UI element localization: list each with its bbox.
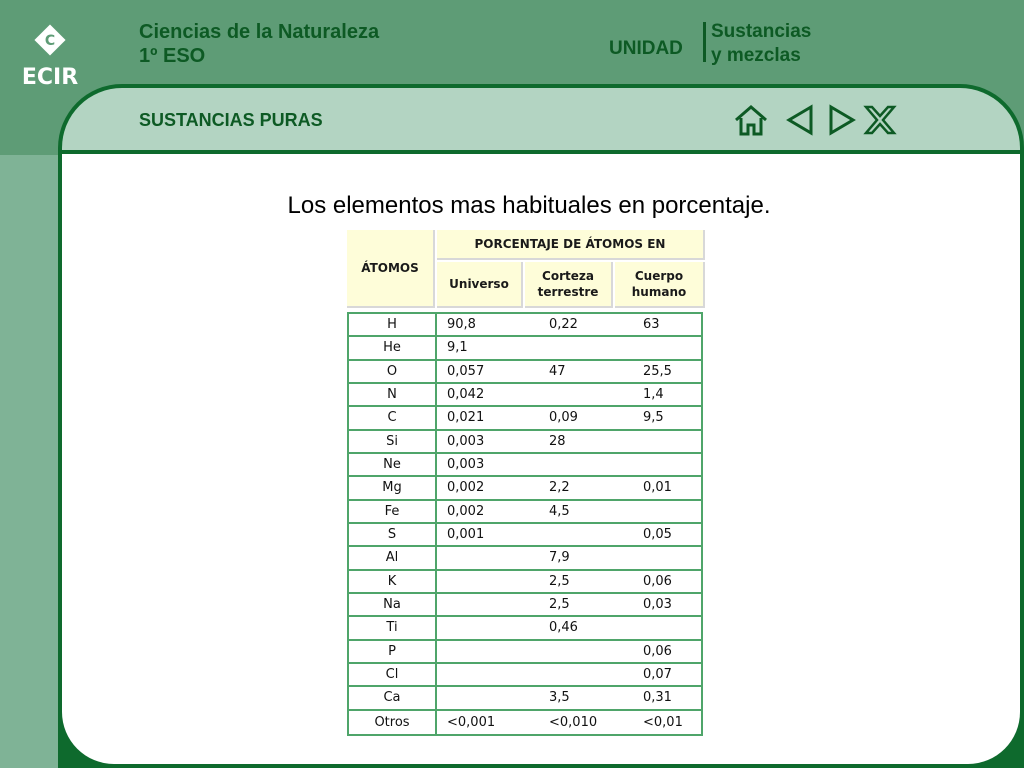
corteza-cell: 0,09 xyxy=(549,410,578,426)
corteza-cell: 47 xyxy=(549,363,566,379)
universo-cell: 9,1 xyxy=(447,340,468,356)
elements-table xyxy=(347,312,703,736)
corteza-cell: 28 xyxy=(549,433,566,449)
humano-cell: 0,03 xyxy=(643,597,672,613)
universo-cell: 0,057 xyxy=(447,363,485,379)
element-cell: Fe xyxy=(384,503,400,519)
table-row xyxy=(349,384,701,407)
universo-cell: 0,021 xyxy=(447,410,485,426)
corteza-cell xyxy=(549,337,629,358)
table-row xyxy=(349,711,701,734)
x-close-icon xyxy=(862,104,898,136)
corteza-cell: 7,9 xyxy=(549,550,570,566)
universo-cell: 0,001 xyxy=(447,527,485,543)
humano-cell: 0,06 xyxy=(643,573,672,589)
universo-cell: <0,001 xyxy=(447,714,496,730)
home-button[interactable] xyxy=(733,102,769,138)
table-row xyxy=(349,641,701,664)
universo-cell: 0,003 xyxy=(447,457,485,473)
element-cell: N xyxy=(387,387,397,403)
element-cell: K xyxy=(387,573,397,589)
course-line-1: Ciencias de la Naturaleza xyxy=(139,21,380,43)
corteza-cell: 2,5 xyxy=(549,573,570,589)
corteza-cell: 2,5 xyxy=(549,597,570,613)
corteza-cell: 0,22 xyxy=(549,317,578,333)
prev-button[interactable] xyxy=(782,102,818,138)
unit-name xyxy=(711,20,811,68)
element-cell: Ca xyxy=(383,690,401,706)
table-row xyxy=(349,617,701,640)
ecir-logo xyxy=(10,22,90,92)
humano-cell: 1,4 xyxy=(643,387,664,403)
table-row xyxy=(349,407,701,430)
corteza-cell xyxy=(549,664,629,685)
universo-cell xyxy=(447,641,537,662)
close-button[interactable] xyxy=(862,102,898,138)
universo-cell xyxy=(447,617,537,638)
svg-text:C: C xyxy=(44,33,56,49)
humano-cell xyxy=(643,454,699,475)
universo-cell xyxy=(447,687,537,708)
corteza-cell xyxy=(549,641,629,662)
table-row xyxy=(349,431,701,454)
humano-cell: 63 xyxy=(643,317,660,333)
unidad-label: UNIDAD xyxy=(609,38,683,59)
table-row xyxy=(349,337,701,360)
group-header: PORCENTAJE DE ÁTOMOS EN xyxy=(437,230,705,260)
humano-cell xyxy=(643,431,699,452)
table-row xyxy=(349,687,701,710)
universo-cell xyxy=(447,594,537,615)
universo-cell: 0,003 xyxy=(447,433,485,449)
unidad-separator xyxy=(703,22,706,62)
atoms-header: ÁTOMOS xyxy=(347,230,435,308)
col-humano-line-2: humano xyxy=(631,285,687,299)
corteza-cell: <0,010 xyxy=(549,714,598,730)
element-cell: Mg xyxy=(382,480,402,496)
home-icon xyxy=(733,103,769,137)
unit-line-2: y mezclas xyxy=(711,45,801,66)
element-cell: Otros xyxy=(374,714,410,730)
humano-cell xyxy=(643,547,699,568)
corteza-cell: 4,5 xyxy=(549,503,570,519)
table-row xyxy=(349,314,701,337)
element-cell: C xyxy=(387,410,397,426)
humano-cell xyxy=(643,337,699,358)
universo-cell xyxy=(447,547,537,568)
course-title xyxy=(139,20,379,68)
table-row xyxy=(349,571,701,594)
corteza-cell: 2,2 xyxy=(549,480,570,496)
unit-line-1: Sustancias xyxy=(711,21,812,42)
col-humano-header xyxy=(615,262,705,308)
universo-cell: 0,002 xyxy=(447,503,485,519)
table-row xyxy=(349,501,701,524)
element-cell: Cl xyxy=(385,667,399,683)
element-cell: Ne xyxy=(383,457,401,473)
universo-cell xyxy=(447,571,537,592)
element-cell: Al xyxy=(385,550,399,566)
element-cell: Na xyxy=(383,597,401,613)
section-title: SUSTANCIAS PURAS xyxy=(139,110,323,130)
humano-cell: 0,06 xyxy=(643,643,672,659)
element-cell: He xyxy=(383,340,401,356)
col-corteza-line-1: Corteza xyxy=(542,269,594,283)
humano-cell: <0,01 xyxy=(643,714,683,730)
corteza-cell: 3,5 xyxy=(549,690,570,706)
universo-cell xyxy=(447,664,537,685)
humano-cell: 9,5 xyxy=(643,410,664,426)
table-row xyxy=(349,361,701,384)
course-line-2: 1º ESO xyxy=(139,45,206,67)
table-row xyxy=(349,547,701,570)
col-universo-header: Universo xyxy=(437,262,523,308)
universo-cell: 0,002 xyxy=(447,480,485,496)
corteza-cell: 0,46 xyxy=(549,620,578,636)
table-row xyxy=(349,477,701,500)
logo-text: ECIR xyxy=(21,65,79,90)
table-row xyxy=(349,454,701,477)
humano-cell: 0,01 xyxy=(643,480,672,496)
content-title: Los elementos mas habituales en porcentaje. xyxy=(287,192,771,219)
table-row xyxy=(349,594,701,617)
humano-cell xyxy=(643,501,699,522)
element-cell: H xyxy=(387,317,397,333)
col-corteza-header xyxy=(525,262,613,308)
corteza-cell xyxy=(549,524,629,545)
next-button[interactable] xyxy=(824,102,860,138)
corteza-cell xyxy=(549,384,629,405)
triangle-right-icon xyxy=(827,104,857,136)
humano-cell: 25,5 xyxy=(643,363,672,379)
table-row xyxy=(349,524,701,547)
humano-cell: 0,31 xyxy=(643,690,672,706)
humano-cell: 0,07 xyxy=(643,667,672,683)
table-row xyxy=(349,664,701,687)
corteza-cell xyxy=(549,454,629,475)
triangle-left-icon xyxy=(785,104,815,136)
element-cell: Si xyxy=(386,433,398,449)
humano-cell: 0,05 xyxy=(643,527,672,543)
element-cell: O xyxy=(386,363,398,379)
humano-cell xyxy=(643,617,699,638)
universo-cell: 0,042 xyxy=(447,387,485,403)
col-humano-line-1: Cuerpo xyxy=(634,269,684,283)
element-cell: Ti xyxy=(386,620,398,636)
col-corteza-line-2: terrestre xyxy=(537,285,599,299)
element-cell: P xyxy=(388,643,396,659)
universo-cell: 90,8 xyxy=(447,317,476,333)
element-cell: S xyxy=(387,527,397,543)
